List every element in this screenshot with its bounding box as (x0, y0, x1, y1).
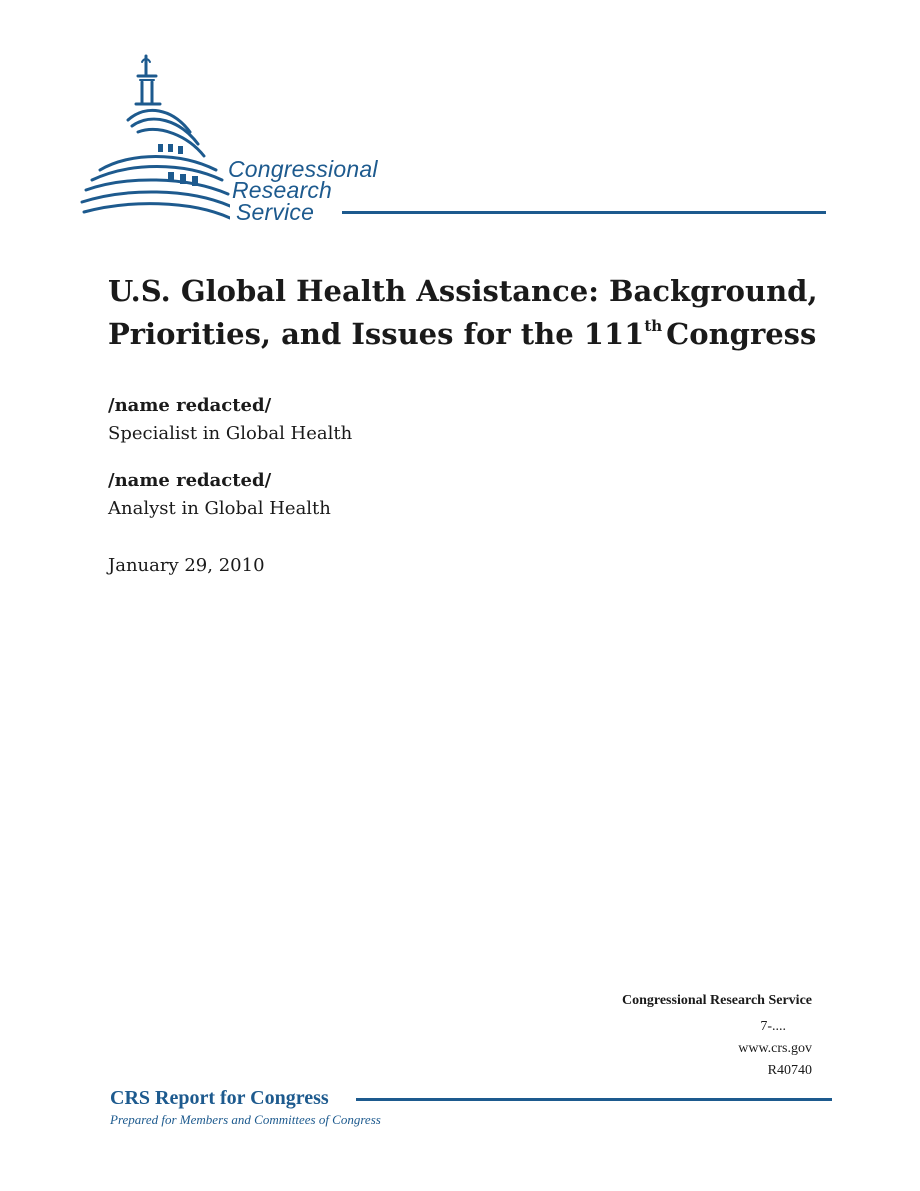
crs-logo (80, 52, 840, 232)
author-name: /name redacted/ (108, 395, 272, 416)
author-role: Specialist in Global Health (108, 423, 353, 444)
capitol-dome-icon (80, 52, 230, 222)
logo-text-research: Research (232, 177, 333, 203)
author-2 (108, 467, 331, 523)
author-role: Analyst in Global Health (108, 498, 331, 519)
title-line-1: U.S. Global Health Assistance: Background, (108, 274, 818, 308)
crs-url[interactable]: www.crs.gov (738, 1041, 812, 1056)
logo-rule (342, 211, 826, 214)
footer-subtitle: Prepared for Members and Committees of Congress (110, 1112, 381, 1127)
author-name: /name redacted/ (108, 470, 272, 491)
title-line-2: Priorities, and Issues for the 111 (108, 317, 645, 351)
title-line-2-end: Congress (666, 317, 817, 351)
logo-text-service: Service (236, 199, 315, 225)
crs-report-id: R40740 (767, 1063, 812, 1078)
report-title (108, 270, 868, 356)
report-date: January 29, 2010 (108, 555, 265, 576)
crs-org-name: Congressional Research Service (621, 993, 812, 1008)
title-superscript: th (644, 317, 663, 335)
author-1 (108, 392, 352, 448)
footer-rule (356, 1098, 832, 1101)
logo-text-congressional: Congressional (228, 156, 378, 182)
crs-phone: 7-.... (760, 1019, 786, 1034)
footer-report-title: CRS Report for Congress (110, 1087, 329, 1109)
crs-contact-block (622, 990, 812, 1082)
